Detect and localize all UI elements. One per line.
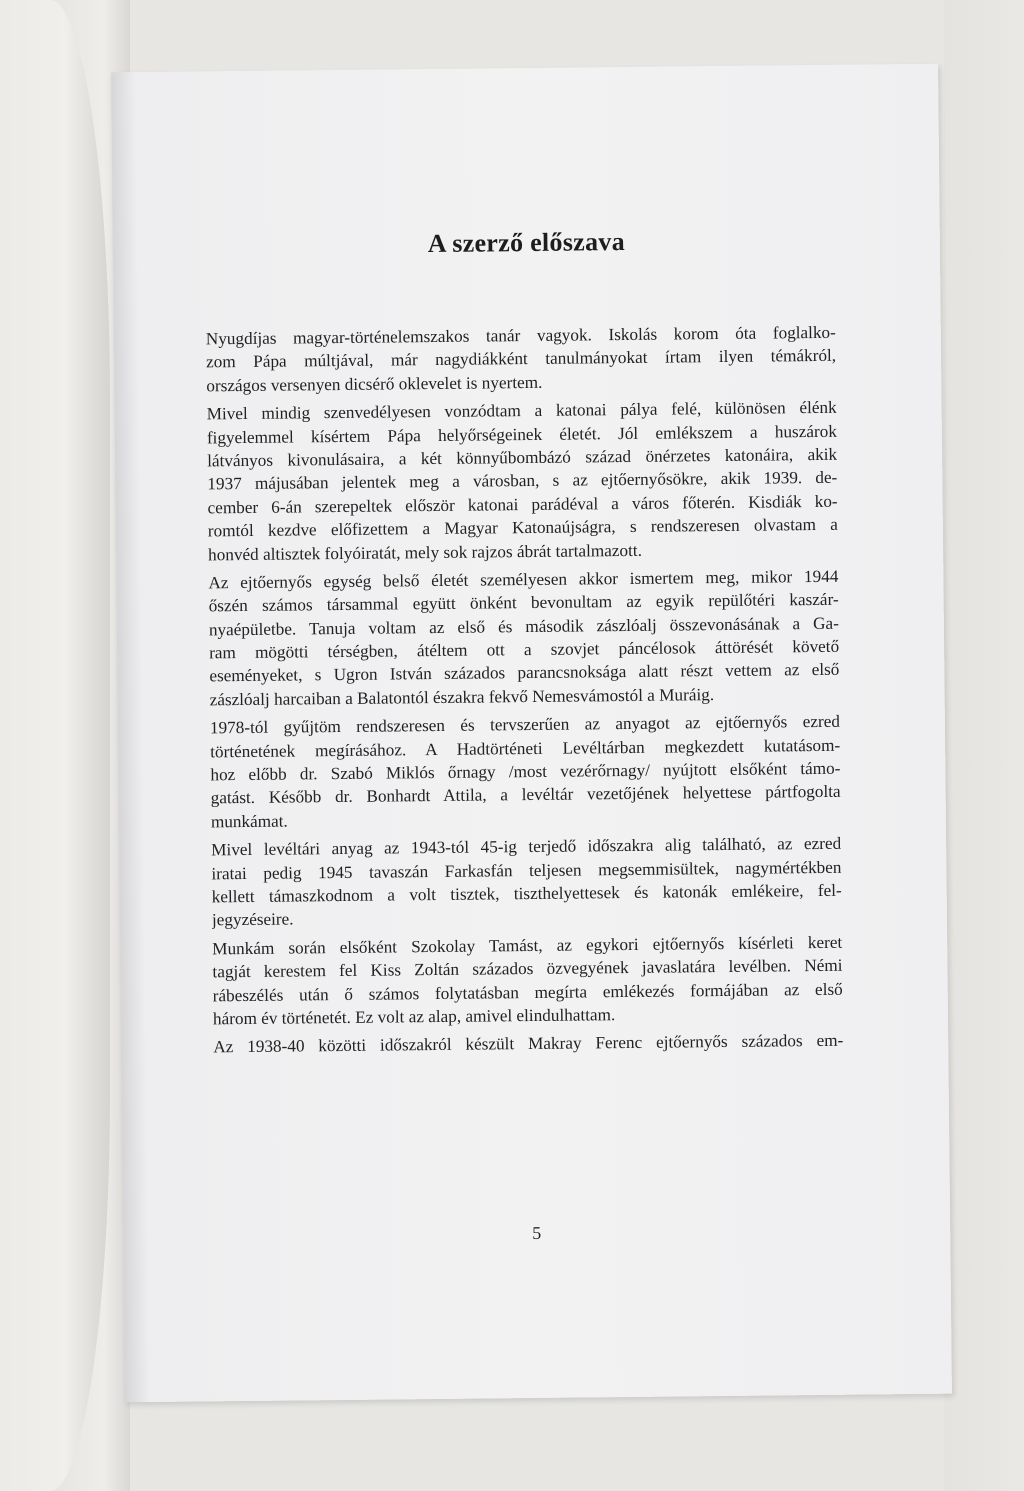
previous-page-edge bbox=[0, 0, 110, 1491]
paragraph bbox=[213, 1029, 843, 1059]
text-line: zászlóalj harcaiban a Balatontól északra fekvő Nemesvámostól a Muráig. bbox=[209, 684, 715, 710]
paragraph bbox=[212, 931, 843, 1031]
text-line: történetének megírásához. A Hadtörténeti Levéltárban megkezdett kutatásom- bbox=[210, 735, 841, 762]
text-line: romtól kezdve előfizettem a Magyar Katonaújságra, s rendszeresen olvastam a bbox=[207, 514, 838, 541]
text-line: kellett támaszkodnom a volt tisztek, tiszthelyettesek és katonák emlékeire, fel- bbox=[211, 880, 842, 907]
text-line: 1937 májusában jelentek meg a városban, s az ejtőernyősökre, akik 1939. de- bbox=[207, 468, 838, 494]
paragraph bbox=[206, 321, 837, 398]
text-line: Az ejtőernyős egység belső életét személyesen akkor ismertem meg, mikor 1944 bbox=[208, 566, 839, 593]
text-line: látványos kivonulásaira, a két könnyűbombázó század önérzetes katonáira, akik bbox=[207, 444, 838, 471]
text-line: munkámat. bbox=[210, 811, 288, 832]
text-line: 1978-tól gyűjtöm rendszeresen és tervszerűen az anyagot az ejtőernyős ezred bbox=[209, 712, 840, 738]
page-title: A szerző előszava bbox=[427, 226, 626, 259]
text-line: honvéd altisztek folyóiratát, mely sok rajzos ábrát tartalmazott. bbox=[208, 540, 643, 564]
text-line: Mivel mindig szenvedélyesen vonzódtam a katonai pálya felé, különösen élénk bbox=[206, 397, 837, 424]
text-line: jegyzéseire. bbox=[211, 909, 294, 930]
text-line: figyelemmel kísértem Pápa helyőrségeinek életét. Jól emlékszem a huszárok bbox=[206, 421, 837, 447]
text-line: három év történetét. Ez volt az alap, amivel elindulhattam. bbox=[212, 1005, 616, 1029]
text-line: ram mögötti térségben, átéltem ott a szovjet páncélosok áttörését követő bbox=[209, 636, 840, 663]
text-line: gatást. Később dr. Bonhardt Attila, a levéltár vezetőjének helyettese pártfogolta bbox=[210, 782, 841, 808]
text-line: cember 6-án szerepeltek először katonai parádéval a város főterén. Kisdiák ko- bbox=[207, 491, 838, 518]
body-text bbox=[206, 321, 844, 1064]
text-line: Munkám során elsőként Szokolay Tamást, az egykori ejtőernyős kísérleti keret bbox=[212, 932, 843, 959]
text-line: tagját kerestem fel Kiss Zoltán százados özvegyének javaslatára levélben. Némi bbox=[212, 955, 843, 982]
text-line: rábeszélés után ő számos folytatásban megírta emlékezés formájában az első bbox=[212, 979, 843, 1005]
text-line: zom Pápa múltjával, már nagydiákként tanulmányokat írtam ilyen témákról, bbox=[206, 346, 837, 372]
text-line: nyaépületbe. Tanuja voltam az első és második zászlóalj összevonásának a Ga- bbox=[208, 613, 839, 640]
text-line: országos versenyen dicsérő oklevelet is nyertem. bbox=[206, 372, 543, 396]
text-line: hoz előbb dr. Szabó Miklós őrnagy /most vezérőrnagy/ nyújtott elsőként támo- bbox=[210, 758, 841, 785]
paragraph bbox=[211, 832, 842, 932]
paragraph bbox=[207, 396, 839, 566]
text-line: iratai pedig 1945 tavaszán Farkasfán teljesen megsemmisültek, nagymértékben bbox=[211, 857, 842, 883]
paragraph bbox=[208, 565, 839, 712]
page-number: 5 bbox=[532, 1222, 542, 1244]
text-line: Az 1938-40 közötti időszakról készült Makray Ferenc ejtőernyős százados em- bbox=[213, 1031, 844, 1057]
text-line: Mivel levéltári anyag az 1943-tól 45-ig terjedő időszakra alig található, az ezred bbox=[211, 833, 842, 860]
text-line: őszén számos társammal együtt önként bevonultam az egyik repülőtéri kaszár- bbox=[208, 590, 839, 616]
text-line: eseményeket, s Ugron István százados parancsnoksága alatt részt vettem az első bbox=[209, 660, 840, 686]
background-right bbox=[944, 0, 1024, 1491]
book-page bbox=[111, 64, 952, 1403]
text-line: Nyugdíjas magyar-történelemszakos tanár vagyok. Iskolás korom óta foglalko- bbox=[205, 322, 836, 349]
paragraph bbox=[210, 710, 841, 834]
